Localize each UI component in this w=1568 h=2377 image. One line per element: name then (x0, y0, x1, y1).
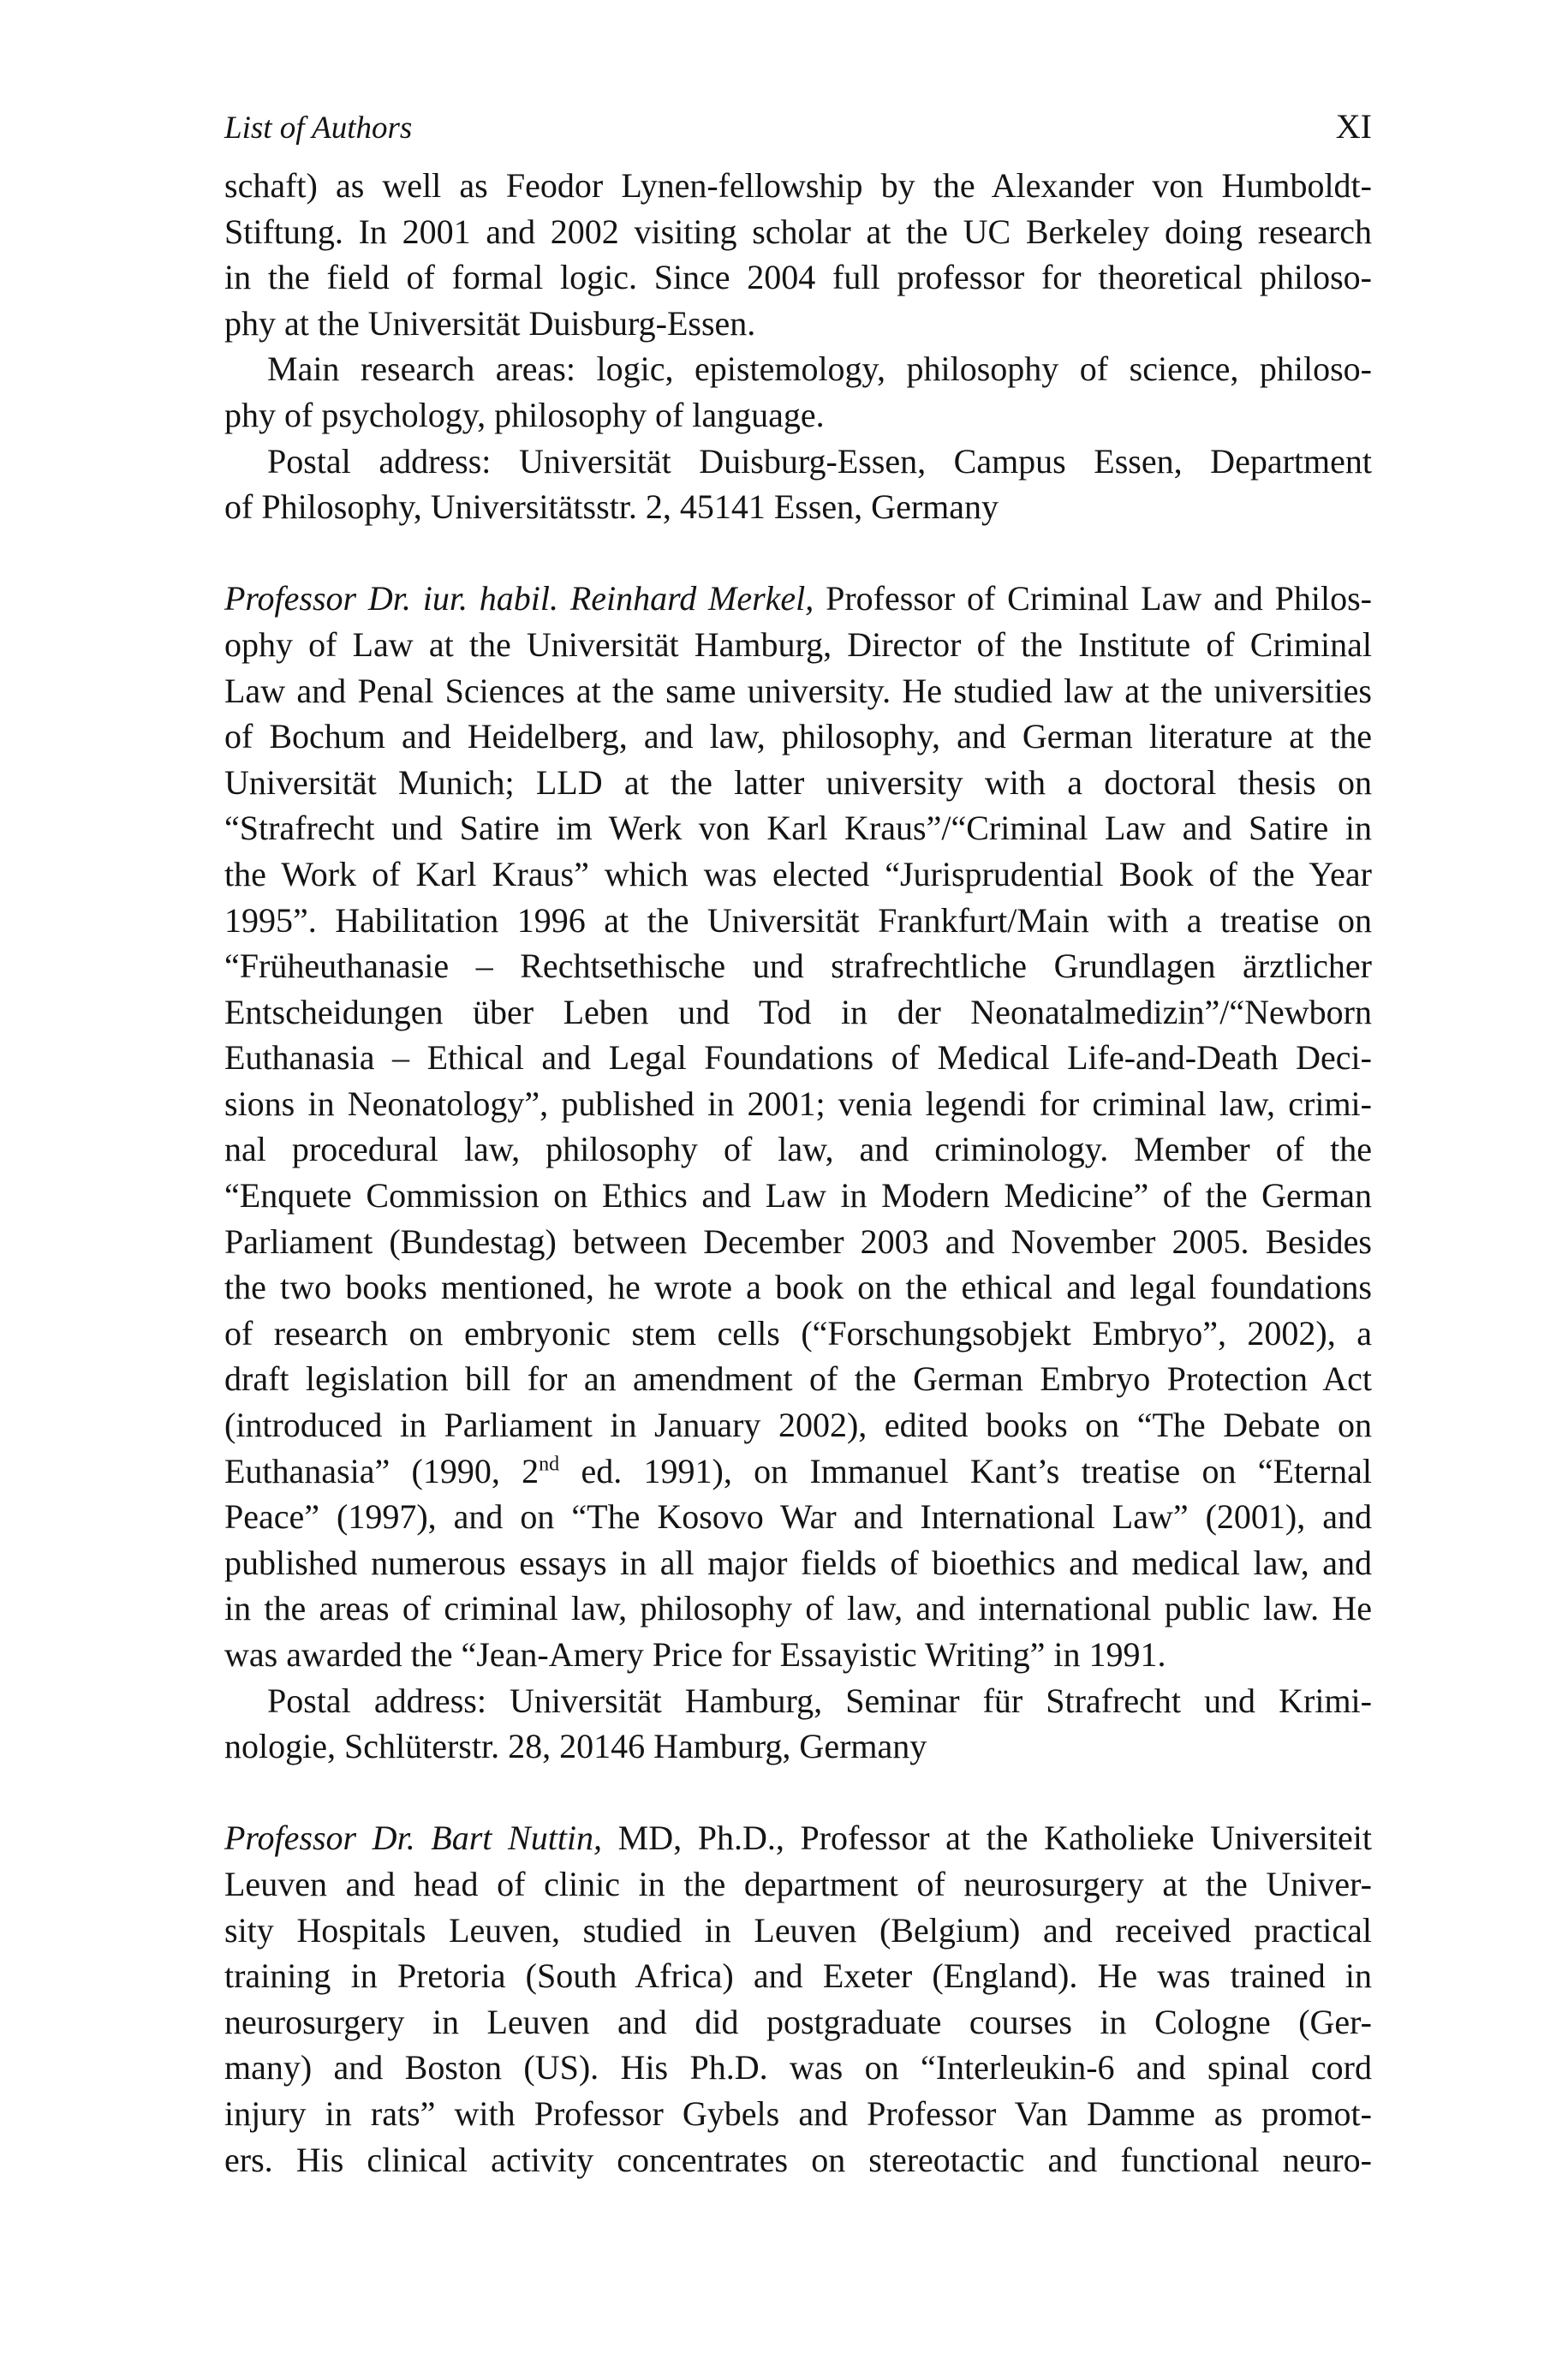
text-line: Peace” (1997), and on “The Kosovo War and International Law” (2001), and (224, 1497, 1372, 1537)
text-line: sions in Neonatology”, published in 2001; venia legendi for criminal law, crimi- (224, 1084, 1372, 1123)
text-line: sity Hospitals Leuven, studied in Leuven (Belgium) and received practical (224, 1910, 1372, 1950)
text-line: “Früheuthanasie – Rechtsethische und strafrechtliche Grundlagen ärztlicher (224, 947, 1372, 986)
text-line: Postal address: Universität Hamburg, Seminar für Strafrecht und Krimi- (267, 1681, 1372, 1720)
running-head (224, 103, 1372, 163)
text-segment: Euthanasia” (1990, 2 (224, 1451, 540, 1490)
text-line (224, 1448, 1372, 1495)
running-head-title: List of Authors (224, 110, 413, 146)
text-line: in the areas of criminal law, philosophy of law, and international public law. He (224, 1589, 1372, 1628)
text-segment: Professor of Criminal Law and Philos- (814, 579, 1372, 618)
text-line: of Philosophy, Universitätsstr. 2, 45141 Essen, Germany (224, 487, 999, 527)
text-line: schaft) as well as Feodor Lynen-fellowship by the Alexander von Humboldt- (224, 166, 1372, 205)
text-line: Law and Penal Sciences at the same university. He studied law at the universities (224, 671, 1372, 710)
text-line: draft legislation bill for an amendment of the German Embryo Protection Act (224, 1359, 1372, 1399)
text-line: (introduced in Parliament in January 2002), edited books on “The Debate on (224, 1406, 1372, 1445)
text-line: neurosurgery in Leuven and did postgraduate courses in Cologne (Ger- (224, 2002, 1372, 2041)
text-line: 1995”. Habilitation 1996 at the Universität Frankfurt/Main with a treatise on (224, 900, 1372, 940)
book-page (224, 103, 1372, 2183)
entry-gap (224, 1770, 1372, 1816)
text-line: ers. His clinical activity concentrates on stereotactic and functional neuro- (224, 2140, 1372, 2179)
text-line: Euthanasia – Ethical and Legal Foundations of Medical Life-and-Death Deci- (224, 1038, 1372, 1078)
text-line: Universität Munich; LLD at the latter university with a doctoral thesis on (224, 762, 1372, 802)
text-line: nal procedural law, philosophy of law, and criminology. Member of the (224, 1130, 1372, 1169)
ordinal-superscript: nd (539, 1453, 560, 1476)
page-number: XI (1335, 107, 1372, 146)
text-line: training in Pretoria (South Africa) and Exeter (England). He was trained in (224, 1956, 1372, 1996)
text-line: the two books mentioned, he wrote a book on the ethical and legal foundations (224, 1268, 1372, 1307)
text-line: of research on embryonic stem cells (“Forschungsobjekt Embryo”, 2002), a (224, 1313, 1372, 1353)
text-line: many) and Boston (US). His Ph.D. was on “Interleukin-6 and spinal cord (224, 2048, 1372, 2087)
text-line: was awarded the “Jean-Amery Price for Essayistic Writing” in 1991. (224, 1635, 1166, 1674)
text-line: “Strafrecht und Satire im Werk von Karl Kraus”/“Criminal Law and Satire in (224, 809, 1372, 848)
text-line: Leuven and head of clinic in the department of neurosurgery at the Univer- (224, 1864, 1372, 1903)
text-line: Postal address: Universität Duisburg-Essen, Campus Essen, Department (267, 441, 1372, 481)
text-line: ophy of Law at the Universität Hamburg, Director of the Institute of Criminal (224, 624, 1372, 664)
text-line: published numerous essays in all major fields of bioethics and medical law, and (224, 1543, 1372, 1582)
author-name: Professor Dr. Bart Nuttin, (224, 1819, 603, 1858)
text-line (224, 1815, 1372, 1861)
text-line (224, 576, 1372, 622)
text-line: Main research areas: logic, epistemology, philosophy of science, philoso- (267, 349, 1372, 389)
text-line: nologie, Schlüterstr. 28, 20146 Hamburg, Germany (224, 1727, 927, 1766)
author-entry-merkel (224, 576, 1372, 1769)
entry-gap (224, 530, 1372, 576)
text-line: of Bochum and Heidelberg, and law, philosophy, and German literature at the (224, 717, 1372, 756)
text-line: phy of psychology, philosophy of language. (224, 395, 825, 434)
previous-entry-continuation (224, 163, 1372, 530)
text-line: Parliament (Bundestag) between December 2003 and November 2005. Besides (224, 1221, 1372, 1261)
text-segment: ed. 1991), on Immanuel Kant’s treatise on “Eternal (559, 1451, 1373, 1490)
text-line: Entscheidungen über Leben und Tod in der Neonatalmedizin”/“Newborn (224, 992, 1372, 1031)
text-line: injury in rats” with Professor Gybels and Professor Van Damme as promot- (224, 2093, 1372, 2133)
text-line: the Work of Karl Kraus” which was elected “Jurisprudential Book of the Year (224, 854, 1372, 893)
text-line: “Enquete Commission on Ethics and Law in Modern Medicine” of the German (224, 1176, 1372, 1215)
text-line: phy at the Universität Duisburg-Essen. (224, 303, 756, 343)
text-segment: MD, Ph.D., Professor at the Katholieke Universiteit (602, 1819, 1373, 1858)
body-text (224, 163, 1372, 2183)
author-entry-nuttin (224, 1815, 1372, 2183)
text-line: in the field of formal logic. Since 2004 full professor for theoretical philoso- (224, 258, 1372, 297)
author-name: Professor Dr. iur. habil. Reinhard Merkel, (224, 579, 814, 618)
text-line: Stiftung. In 2001 and 2002 visiting scholar at the UC Berkeley doing research (224, 212, 1372, 251)
